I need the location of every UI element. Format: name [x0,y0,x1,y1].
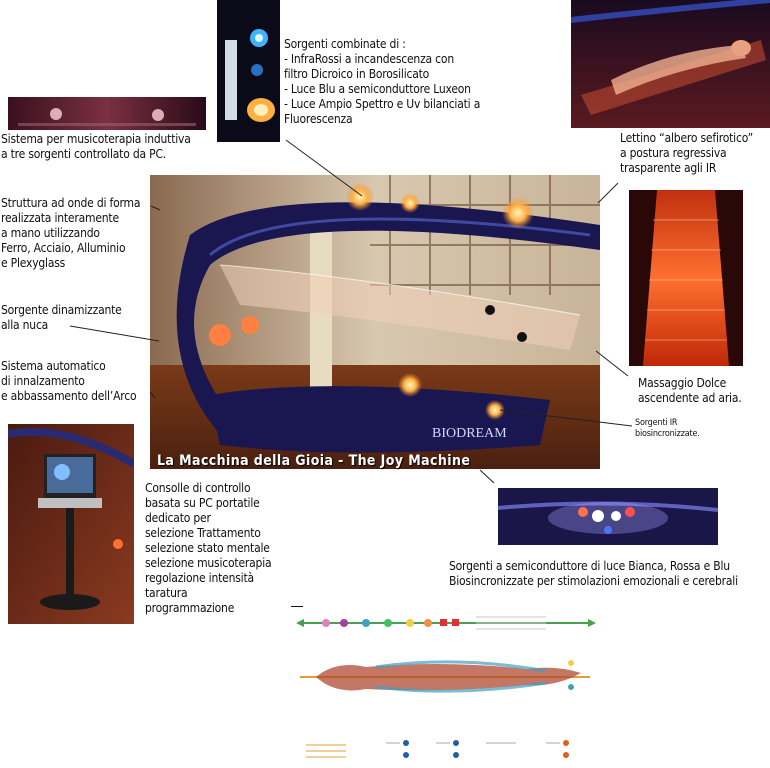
label-musicoterapia: Sistema per musicoterapia induttiva a tre sorgenti controllato da PC. [1,132,191,161]
label-dinamizzante: Sorgente dinamizzante alla nuca [1,303,122,332]
light-sources-photo [217,0,280,142]
label-massaggio: Massaggio Dolce ascendente ad aria. [638,376,742,405]
label-innalzamento: Sistema automatico di innalzamento e abbassamento dell’Arco [1,359,137,403]
label-semiconduttore: Sorgenti a semiconduttore di luce Bianca, Rossa e Blu Biosincronizzate per stimolazioni emozionali e cerebrali [449,559,738,588]
body-diagram [296,605,596,768]
label-consolle: Consolle di controllo basata su PC portatile dedicato per selezione Trattamento selezione stato mentale selezione musicoterapia regolazione intensità taratura programmazione [145,481,272,615]
label-sorgenti-combinate: Sorgenti combinate di : - InfraRossi a incandescenza con filtro Dicroico in Borosilicato - Luce Blu a semiconduttore Luxeon - Luce Ampio Spettro e Uv bilanciati a Fluorescenza [284,37,481,126]
semiconductor-photo [498,488,718,545]
brand-text: BIODREAM [432,426,507,441]
label-struttura: Struttura ad onde di forma realizzata interamente a mano utilizzando Ferro, Acciaio, Alluminio e Plexyglass [1,196,141,270]
label-lettino: Lettino “albero sefirotico” a postura regressiva trasparente agli IR [620,131,754,175]
bed-lights-photo [629,190,743,366]
diagram-separator [291,606,303,607]
label-sorgenti-ir: Sorgenti IR biosincronizzate. [635,418,700,439]
bed-top-photo [571,0,770,128]
main-machine-photo [150,175,600,469]
musicotherapy-photo [8,97,206,130]
console-photo [8,424,134,624]
main-photo-caption: La Macchina della Gioia - The Joy Machine [157,453,471,469]
